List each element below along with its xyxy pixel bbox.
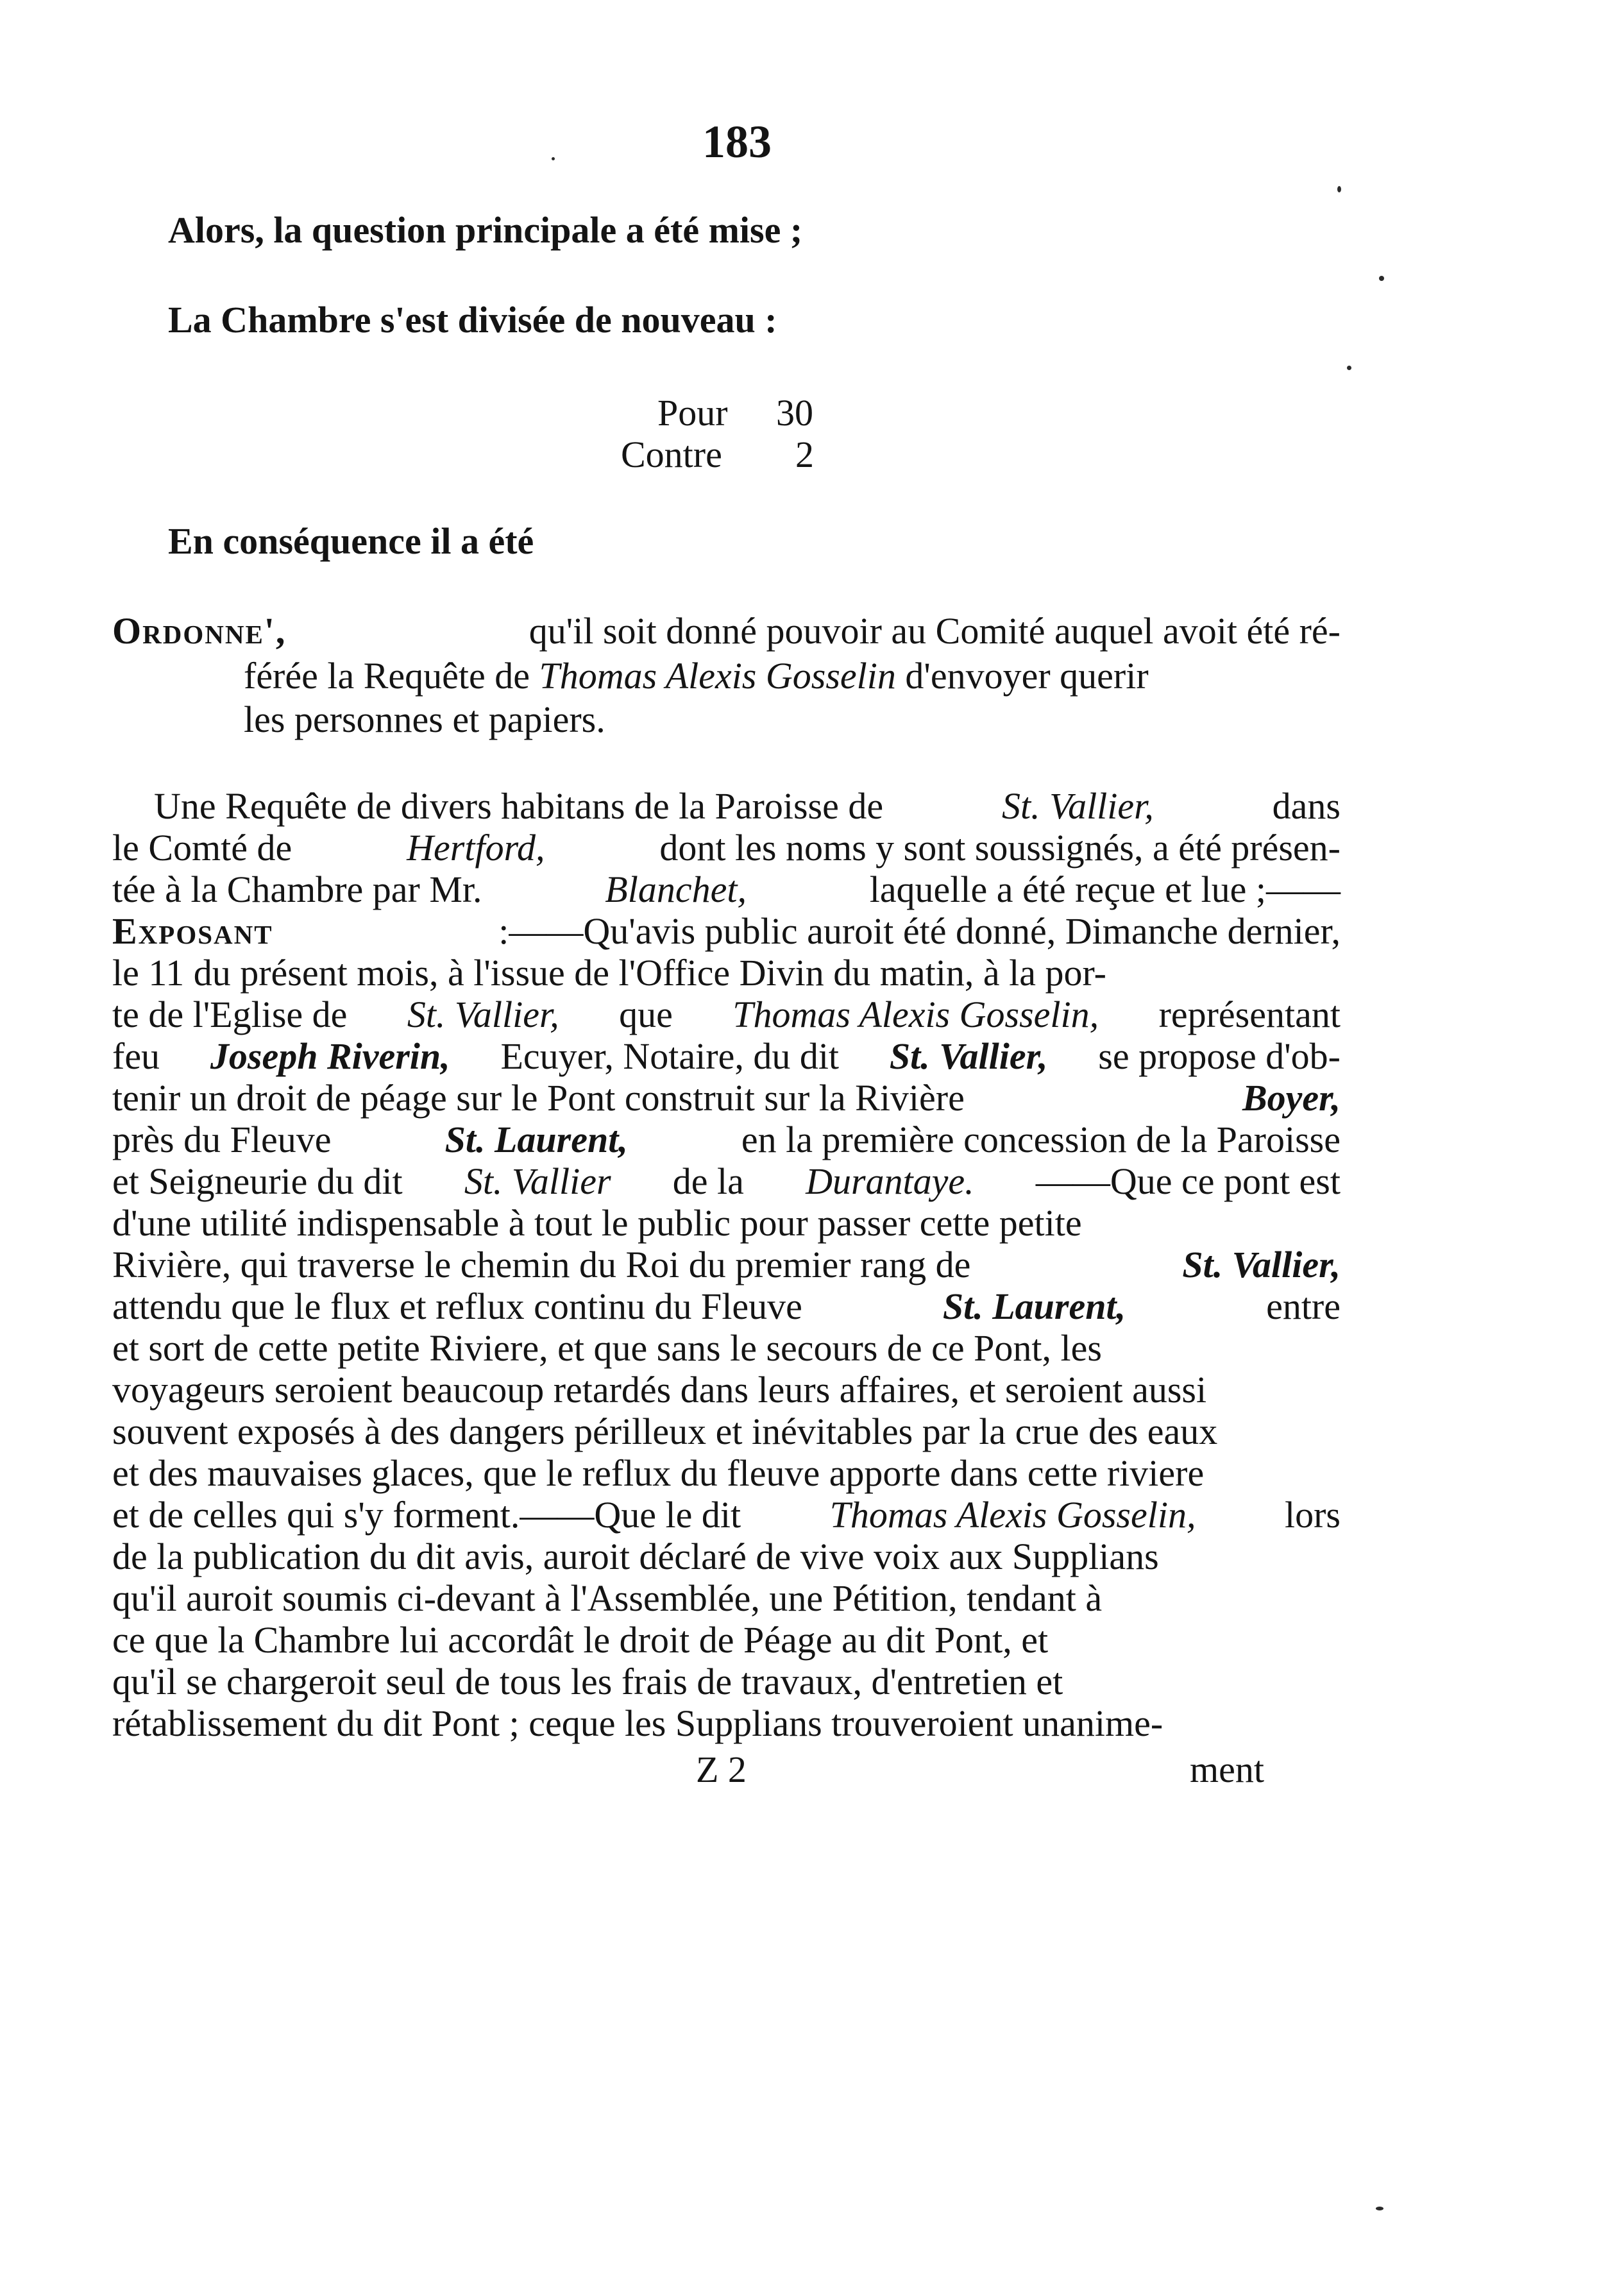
para-line-7-a: feu <box>112 1035 160 1077</box>
print-speck <box>1379 276 1384 281</box>
vote-contre-value: 2 <box>795 434 814 475</box>
para-line-23 <box>112 1702 1341 1744</box>
para-line-10-name2: Durantaye. <box>806 1160 974 1202</box>
para-line-6-b: que <box>619 994 673 1035</box>
para-line-7 <box>112 1035 1341 1077</box>
para-line-2 <box>112 829 1341 867</box>
ordonne-lead: Ordonne', <box>112 610 287 652</box>
para-line-9-b: en la première concession de la Paroisse <box>741 1119 1341 1160</box>
para-line-7-name: Joseph Riverin, <box>210 1035 450 1077</box>
para-line-12 <box>112 1246 1341 1284</box>
print-speck <box>1337 186 1341 192</box>
para-line-2-b: dont les noms y sont soussignés, a été présen- <box>659 827 1341 869</box>
para-line-18-a: et de celles qui s'y forment.——Que le dit <box>112 1494 741 1536</box>
para-line-6-name1: St. Vallier, <box>407 994 559 1035</box>
para-line-11 <box>112 1202 1341 1244</box>
ordonne-line-3: les personnes et papiers. <box>244 699 605 740</box>
para-line-20-text: qu'il auroit soumis ci-devant à l'Assemblée, une Pétition, tendant à <box>112 1577 1103 1619</box>
print-speck <box>552 157 555 160</box>
para-line-9-a: près du Fleuve <box>112 1119 332 1160</box>
ordonne-line-2 <box>244 657 1149 695</box>
para-line-19-text: de la publication du dit avis, auroit déclaré de vive voix aux Supplians <box>112 1536 1159 1577</box>
para-line-7-name2: St. Vallier, <box>889 1035 1048 1077</box>
print-speck <box>1347 366 1351 370</box>
vote-pour-label: Pour <box>657 392 728 434</box>
para-line-13-a: attendu que le flux et reflux continu du Fleuve <box>112 1285 802 1327</box>
para-line-5 <box>112 954 1341 992</box>
para-line-6-c: représentant <box>1158 994 1341 1035</box>
vote-pour-value: 30 <box>776 392 813 434</box>
para-line-3-b: laquelle a été reçue et lue ;—— <box>869 869 1341 910</box>
para-line-10-c: ——Que ce pont est <box>1035 1160 1341 1202</box>
para-line-1 <box>154 785 1341 827</box>
para-line-14 <box>112 1327 1341 1369</box>
para-line-1-a: Une Requête de divers habitans de la Paroisse de <box>154 785 884 827</box>
para-line-13 <box>112 1285 1341 1327</box>
para-line-6-a: te de l'Eglise de <box>112 994 348 1035</box>
para-line-8-name: Boyer, <box>1242 1077 1341 1119</box>
para-line-3 <box>112 871 1341 908</box>
para-line-10-a: et Seigneurie du dit <box>112 1160 403 1202</box>
para-line-10-name1: St. Vallier <box>464 1160 611 1202</box>
para-line-21-text: ce que la Chambre lui accordât le droit de Péage au dit Pont, et <box>112 1619 1049 1661</box>
print-speck <box>1376 2207 1383 2210</box>
para-line-15 <box>112 1371 1341 1409</box>
ordonne-line-1-text: qu'il soit donné pouvoir au Comité auquel avoit été ré- <box>529 610 1341 652</box>
ordonne-line-2-b: d'envoyer querir <box>905 655 1149 697</box>
para-line-23-text: rétablissement du dit Pont ; ceque les Supplians trouveroient unanime- <box>112 1702 1163 1744</box>
intro-line-2: La Chambre s'est divisée de nouveau : <box>168 299 777 341</box>
para-line-9 <box>112 1121 1341 1158</box>
para-line-6-name2: Thomas Alexis Gosselin, <box>732 994 1099 1035</box>
para-line-10 <box>112 1160 1341 1202</box>
para-line-21 <box>112 1619 1341 1661</box>
para-line-11-text: d'une utilité indispensable à tout le public pour passer cette petite <box>112 1202 1082 1244</box>
para-line-19 <box>112 1538 1341 1575</box>
para-line-20 <box>112 1577 1341 1619</box>
para-line-14-text: et sort de cette petite Riviere, et que sans le secours de ce Pont, les <box>112 1327 1102 1369</box>
para-line-2-name: Hertford, <box>407 827 545 869</box>
signature-mark: Z 2 <box>696 1749 747 1790</box>
intro-line-1: Alors, la question principale a été mise ; <box>168 209 803 251</box>
para-line-16 <box>112 1413 1341 1450</box>
para-line-2-a: le Comté de <box>112 827 292 869</box>
para-line-6 <box>112 996 1341 1033</box>
para-line-10-b: de la <box>672 1160 744 1202</box>
ordonne-name-gosselin: Thomas Alexis Gosselin <box>539 655 896 697</box>
para-line-18-b: lors <box>1284 1494 1341 1536</box>
para-line-1-name: St. Vallier, <box>1001 785 1154 827</box>
para-line-7-b: Ecuyer, Notaire, du dit <box>500 1035 840 1077</box>
para-line-3-name: Blanchet, <box>605 869 747 910</box>
para-line-8-a: tenir un droit de péage sur le Pont construit sur la Rivière <box>112 1077 965 1119</box>
para-line-16-text: souvent exposés à des dangers périlleux et inévitables par la crue des eaux <box>112 1411 1218 1452</box>
para-line-7-c: se propose d'ob- <box>1098 1035 1341 1077</box>
para-line-13-b: entre <box>1266 1285 1341 1327</box>
para-line-17 <box>112 1452 1341 1494</box>
para-line-17-text: et des mauvaises glaces, que le reflux du fleuve apporte dans cette riviere <box>112 1452 1205 1494</box>
ordonne-line-2-a: férée la Requête de <box>244 655 530 697</box>
para-line-15-text: voyageurs seroient beaucoup retardés dans leurs affaires, et seroient aussi <box>112 1369 1207 1411</box>
para-line-1-b: dans <box>1272 785 1341 827</box>
para-line-22-text: qu'il se chargeroit seul de tous les frais de travaux, d'entretien et <box>112 1661 1063 1702</box>
para-line-18 <box>112 1494 1341 1536</box>
para-line-22 <box>112 1663 1341 1700</box>
para-line-12-name: St. Vallier, <box>1182 1244 1341 1285</box>
page-number: 183 <box>702 116 772 167</box>
para-line-4 <box>112 910 1341 952</box>
para-line-3-a: tée à la Chambre par Mr. <box>112 869 482 910</box>
para-line-4-b: :——Qu'avis public auroit été donné, Dimanche dernier, <box>498 910 1341 952</box>
ordonne-line-1 <box>112 610 1341 652</box>
para-line-9-name: St. Laurent, <box>444 1119 628 1160</box>
vote-contre-label: Contre <box>621 434 722 475</box>
para-line-5-text: le 11 du présent mois, à l'issue de l'Office Divin du matin, à la por- <box>112 952 1106 994</box>
para-line-12-a: Rivière, qui traverse le chemin du Roi du premier rang de <box>112 1244 971 1285</box>
para-line-13-name: St. Laurent, <box>942 1285 1126 1327</box>
catchword: ment <box>1190 1749 1264 1790</box>
exposant-lead: Exposant <box>112 910 273 952</box>
para-line-8 <box>112 1077 1341 1119</box>
consequence-line: En conséquence il a été <box>168 520 534 562</box>
para-line-18-name: Thomas Alexis Gosselin, <box>829 1494 1196 1536</box>
